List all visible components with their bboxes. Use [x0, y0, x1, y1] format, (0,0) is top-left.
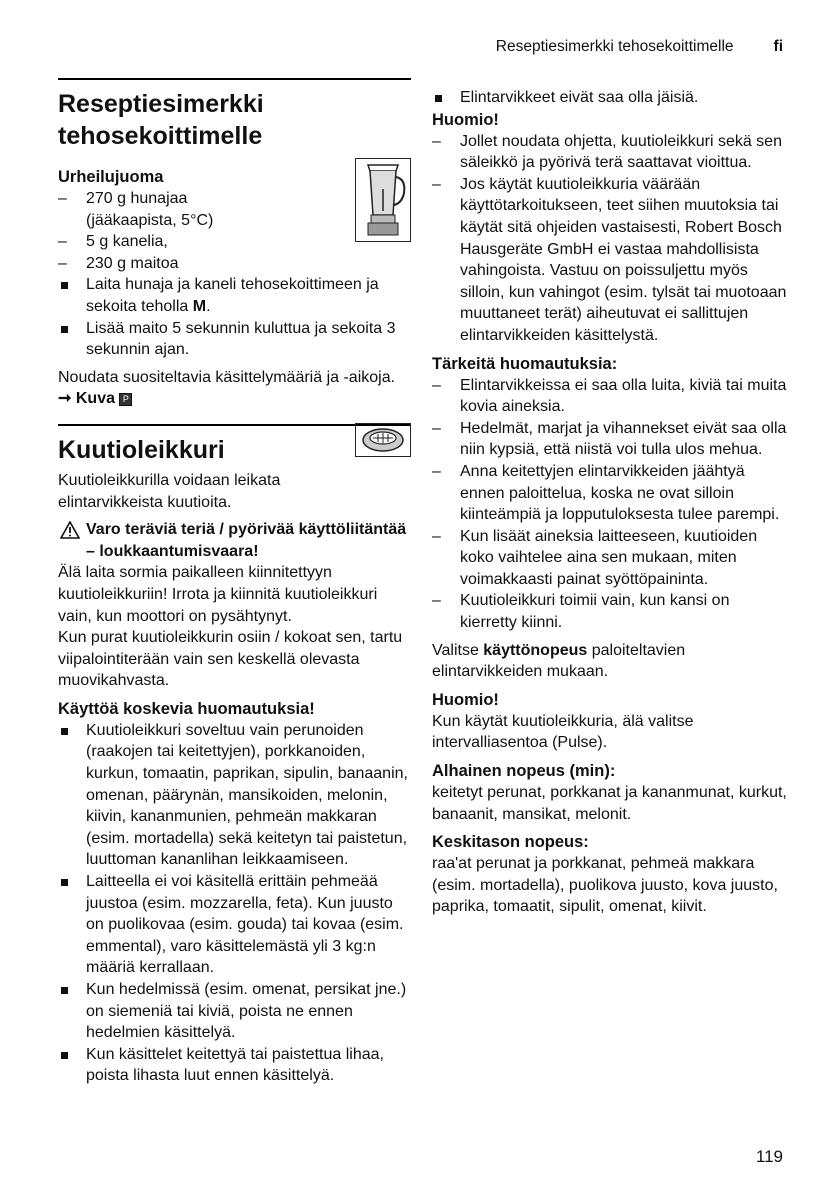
list-item: – Elintarvikkeissa ei saa olla luita, kiviä tai muita kovia aineksia.	[432, 375, 787, 418]
recipe-title: Reseptiesimerkki tehosekoittimelle	[58, 90, 264, 150]
cube-text-2: Kun purat kuutioleikkurin osiin / kokoat sen, tartu viipalointiterään vain sen keskellä olevasta muovikahvasta.	[58, 629, 403, 690]
recipe-note: Noudata suositeltavia käsittelymääriä ja -aikoja. ➞ Kuva P	[58, 368, 396, 408]
usage-list	[58, 720, 411, 1087]
figure-icon: P	[119, 393, 132, 406]
dicer-icon	[355, 423, 411, 457]
section-rule	[58, 78, 411, 80]
left-column	[58, 78, 411, 1087]
list-item: Elintarvikkeet eivät saa olla jäisiä.	[432, 87, 787, 109]
mid-speed-title: Keskitason nopeus:	[432, 833, 589, 852]
recipe-subtitle: Urheilujuoma	[58, 168, 164, 186]
list-item: Laita hunaja ja kaneli tehosekoittimeen ja sekoita teholla M.	[58, 274, 411, 317]
header-lang: fi	[773, 38, 783, 55]
list-item: – 5 g kanelia,	[58, 231, 411, 253]
mid-speed-text: raa'at perunat ja porkkanat, pehmeä makkara (esim. mortadella), puolikova juusto, kova juusto, paprika, tomaatit, sipulit, omenat, kiivit.	[432, 855, 778, 916]
low-speed-title: Alhainen nopeus (min):	[432, 762, 616, 781]
list-item: – Kun lisäät aineksia laitteeseen, kuutioiden koko vaihtelee aina sen mukaan, miten voimakkaasti painat syöttöpaininta.	[432, 526, 787, 591]
cube-text-1: Älä laita sormia paikalleen kiinnitettyyn kuutioleikkuriin! Irrota ja kiinnitä kuutioleikkuri vain, kun moottori on pysähtynyt.	[58, 564, 378, 625]
arrow-right-icon: ➞	[58, 390, 72, 408]
huomio2-text: Kun käytät kuutioleikkuria, älä valitse intervalliasentoa (Pulse).	[432, 712, 694, 752]
warning: Varo teräviä teriä / pyörivää käyttöliitäntää – loukkaantumisvaara!	[58, 519, 411, 562]
header-title: Reseptiesimerkki tehosekoittimelle	[495, 38, 734, 55]
warning-icon	[60, 521, 80, 539]
ingredient-list	[58, 188, 411, 361]
list-item: Kun käsittelet keitettyä tai paistettua lihaa, poista lihasta luut ennen käsittelyä.	[58, 1044, 411, 1087]
list-item: – 230 g maitoa	[58, 253, 411, 275]
running-header	[496, 38, 783, 56]
list-item: – Anna keitettyjen elintarvikkeiden jäähtyä ennen paloittelua, koska ne ovat silloin kiinteämpiä ja lopputuloksesta tulee parempi.	[432, 461, 787, 526]
huomio-title: Huomio!	[432, 110, 499, 129]
page-number: 119	[755, 1147, 783, 1166]
list-item: Laitteella ei voi käsitellä erittäin pehmeää juustoa (esim. mozzarella, feta). Kun juusto on puolikovaa (esim. gouda) tai kovaa (esim. emmental), varo käsittelemästä yli 3 kg:n määriä kerrallaan.	[58, 871, 411, 979]
tarkeita-list	[432, 375, 787, 634]
list-item: (jääkaapista, 5°C)	[86, 211, 214, 229]
speed-text: Valitse käyttönopeus paloiteltavien elintarvikkeiden mukaan.	[432, 641, 686, 681]
huomio-list	[432, 131, 787, 347]
cube-title: Kuutioleikkuri	[58, 435, 225, 464]
list-item: – 270 g hunajaa	[58, 188, 411, 210]
list-item: – Hedelmät, marjat ja vihannekset eivät saa olla niin kypsiä, että niistä voi tulla ulos mehua.	[432, 418, 787, 461]
usage-title: Käyttöä koskevia huomautuksia!	[58, 699, 315, 718]
low-speed-text: keitetyt perunat, porkkanat ja kananmunat, kurkut, banaanit, mansikat, melonit.	[432, 784, 787, 823]
list-item: Kuutioleikkuri soveltuu vain perunoiden (raakojen tai keitettyjen), porkkanoiden, kurkun, tomaatin, paprikan, sipulin, banaanin, omenan, päärynän, mansikoiden, melonin, kiivin, kananmunien, pehmeän makkaran (esim. mortadella) sekä keitetyn tai paistetun, luuttoman kananlihan leikkaamiseen.	[58, 720, 411, 871]
cube-intro: Kuutioleikkurilla voidaan leikata elintarvikkeista kuutioita.	[58, 471, 281, 511]
right-column	[432, 87, 787, 918]
figure-ref: Kuva	[75, 390, 115, 408]
list-item: – Jollet noudata ohjetta, kuutioleikkuri sekä sen säleikkö ja pyörivä terä saattavat vioittua.	[432, 131, 787, 174]
list-item: Kun hedelmissä (esim. omenat, persikat jne.) on siemeniä tai kiviä, poista ne ennen hedelmien käsittelyä.	[58, 979, 411, 1044]
list-item: – Kuutioleikkuri toimii vain, kun kansi on kierretty kiinni.	[432, 590, 787, 633]
huomio2-title: Huomio!	[432, 690, 499, 709]
tarkeita-title: Tärkeitä huomautuksia:	[432, 354, 618, 373]
list-item: Lisää maito 5 sekunnin kuluttua ja sekoita 3 sekunnin ajan.	[58, 318, 411, 361]
list-item: – Jos käytät kuutioleikkuria väärään käyttötarkoitukseen, teet siihen muutoksia tai käytät sitä ohjeiden vastaisesti, Robert Bosch Hausgeräte GmbH ei vastaa mahdollisista vahingoista. Vastuu on poissuljettu myös silloin, kun vahingot (esim. tylsät tai muotoaan muuttaneet terät) aiheutuvat ei sallittujen elintarvikkeiden käsittelystä.	[432, 174, 787, 347]
